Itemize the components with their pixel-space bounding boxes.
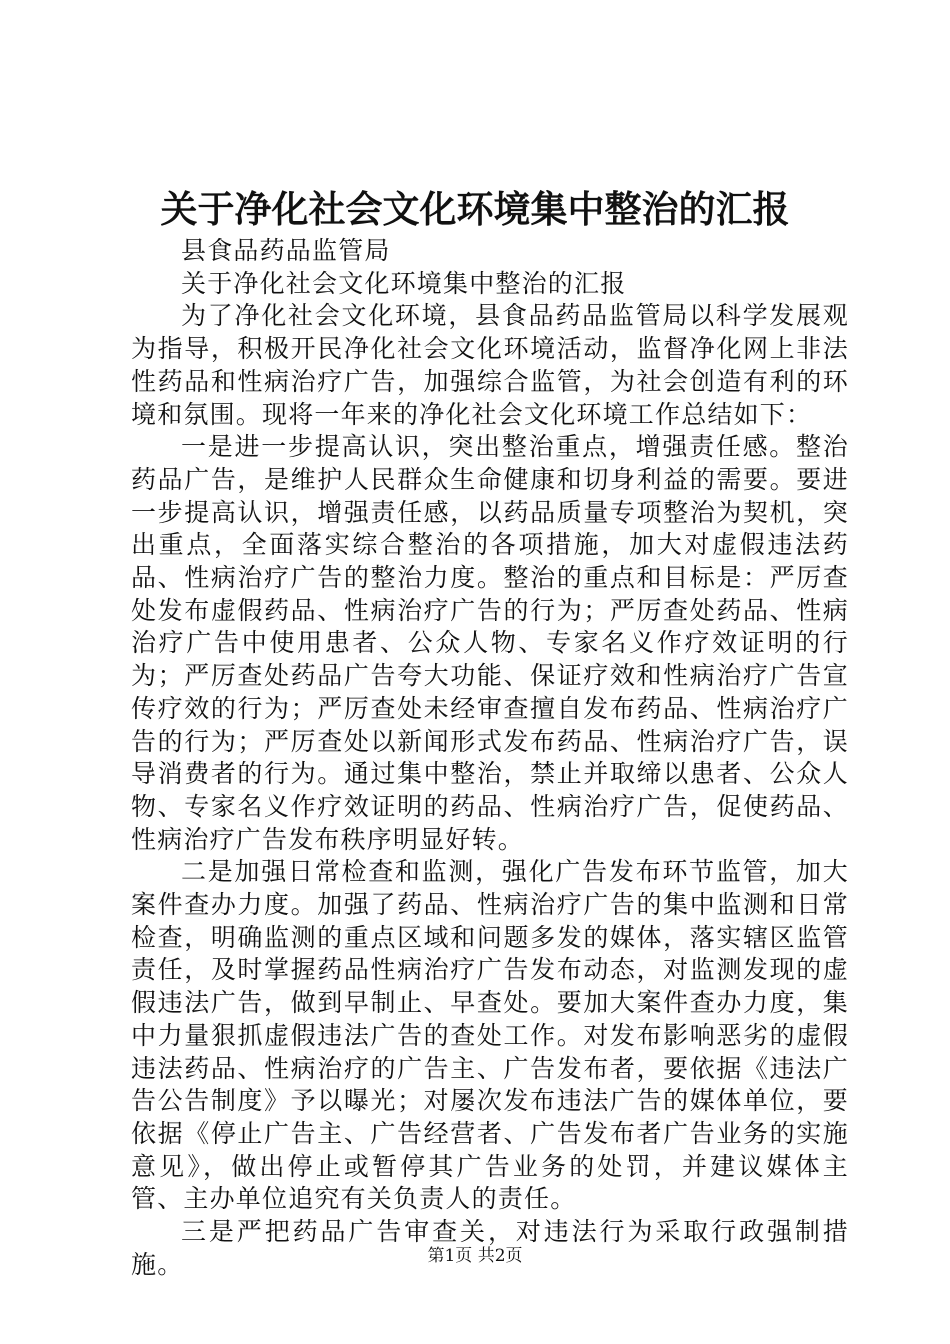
page-footer: 第1页 共2页 — [427, 1246, 523, 1266]
paragraph-point-one: 一是进一步提高认识，突出整治重点，增强责任感。整治药品广告，是维护人民群众生命健康和切身利益的需要。要进一步提高认识，增强责任感，以药品质量专项整治为契机，突出重点，全面落实综合整治的各项措施，加大对虚假违法药品、性病治疗广告的整治力度。整治的重点和目标是：严厉查处发布虚假药品、性病治疗广告的行为；严厉查处药品、性病治疗广告中使用患者、公众人物、专家名义作疗效证明的行为；严厉查处药品广告夸大功能、保证疗效和性病治疗广告宣传疗效的行为；严厉查处未经审查擅自发布药品、性病治疗广告的行为；严厉查处以新闻形式发布药品、性病治疗广告，误导消费者的行为。通过集中整治，禁止并取缔以患者、公众人物、专家名义作疗效证明的药品、性病治疗广告，促使药品、性病治疗广告发布秩序明显好转。 — [131, 432, 849, 854]
document-body — [131, 235, 849, 1282]
paragraph-point-two: 二是加强日常检查和监测，强化广告发布环节监管，加大案件查办力度。加强了药品、性病治疗广告的集中监测和日常检查，明确监测的重点区域和问题多发的媒体，落实辖区监管责任，及时掌握药品性病治疗广告发布动态，对监测发现的虚假违法广告，做到早制止、早查处。要加大案件查办力度，集中力量狠抓虚假违法广告的查处工作。对发布影响恶劣的虚假违法药品、性病治疗的广告主、广告发布者，要依据《违法广告公告制度》予以曝光；对屡次发布违法广告的媒体单位，要依据《停止广告主、广告经营者、广告发布者广告业务的实施意见》，做出停止或暂停其广告业务的处罚，并建议媒体主管、主办单位追究有关负责人的责任。 — [131, 857, 849, 1214]
subtitle-line: 关于净化社会文化环境集中整治的汇报 — [181, 268, 627, 298]
paragraph-intro: 为了净化社会文化环境，县食品药品监管局以科学发展观为指导，积极开民净化社会文化环境活动，监督净化网上非法性药品和性病治疗广告，加强综合监管，为社会创造有利的环境和氛围。现将一年来的净化社会文化环境工作总结如下： — [131, 301, 849, 429]
paragraph-point-three: 三是严把药品广告审查关，对违法行为采取行政强制措施。 — [131, 1217, 849, 1279]
issuer-line: 县食品药品监管局 — [181, 236, 391, 265]
document-title: 关于净化社会文化环境集中整治的汇报 — [160, 187, 790, 231]
